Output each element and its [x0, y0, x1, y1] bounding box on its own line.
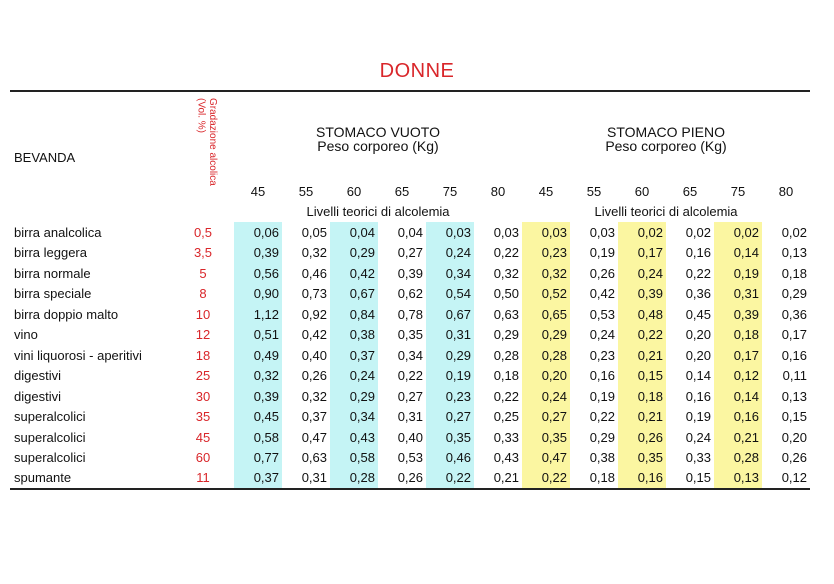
vuoto-value-cell: 0,51 — [234, 325, 282, 346]
pieno-value-cell: 0,38 — [589, 450, 616, 466]
vuoto-value-cell: 0,37 — [301, 409, 327, 425]
pieno-value-cell: 0,20 — [781, 429, 808, 445]
pieno-value-cell: 0,22 — [522, 468, 570, 489]
vuoto-value-cell: 0,22 — [493, 245, 520, 261]
vuoto-value-cell: 0,34 — [330, 407, 378, 428]
pieno-value-cell: 0,20 — [685, 347, 712, 363]
vuoto-value-cell: 0,24 — [330, 366, 378, 387]
pieno-value-cell: 0,19 — [589, 388, 616, 404]
vuoto-value-cell: 0,29 — [330, 386, 378, 407]
pieno-value-cell: 0,12 — [762, 468, 810, 489]
pieno-value-cell: 0,20 — [522, 366, 570, 387]
gradazione-cell: 45 — [195, 429, 211, 445]
gradazione-cell: 10 — [195, 306, 211, 322]
weight-header: 65 — [682, 184, 698, 199]
gradazione-cell: 8 — [199, 286, 207, 302]
gradazione-header — [172, 91, 234, 222]
vuoto-value-cell: 0,39 — [234, 243, 282, 264]
pieno-value-cell: 0,65 — [522, 304, 570, 325]
pieno-value-cell: 0,28 — [522, 345, 570, 366]
weight-header: 60 — [634, 184, 650, 199]
weight-header: 45 — [250, 184, 266, 199]
stomaco-vuoto-subtitle: Peso corporeo (Kg) — [317, 137, 439, 154]
vuoto-value-cell: 0,92 — [301, 306, 327, 322]
vuoto-value-cell: 0,33 — [493, 429, 520, 445]
vuoto-value-cell: 0,42 — [330, 263, 378, 284]
weight-header: 45 — [538, 184, 554, 199]
vuoto-value-cell: 0,40 — [397, 429, 423, 445]
pieno-value-cell: 0,48 — [618, 304, 666, 325]
bevanda-cell: superalcolici — [14, 429, 86, 445]
pieno-value-cell: 0,22 — [589, 409, 616, 425]
bevanda-cell: vini liquorosi - aperitivi — [14, 347, 142, 363]
vuoto-value-cell: 0,50 — [493, 286, 520, 302]
pieno-value-cell: 0,29 — [522, 325, 570, 346]
pieno-value-cell: 0,14 — [685, 368, 712, 384]
pieno-value-cell: 0,42 — [589, 286, 616, 302]
vuoto-value-cell: 0,43 — [330, 427, 378, 448]
table-row — [10, 263, 810, 284]
vuoto-value-cell: 0,32 — [234, 366, 282, 387]
pieno-value-cell: 0,15 — [781, 409, 808, 425]
pieno-value-cell: 0,02 — [685, 224, 712, 240]
pieno-value-cell: 0,39 — [618, 284, 666, 305]
vuoto-value-cell: 0,21 — [474, 468, 522, 489]
vuoto-value-cell: 0,04 — [330, 222, 378, 243]
vuoto-value-cell: 0,63 — [301, 450, 327, 466]
pieno-value-cell: 0,39 — [714, 304, 762, 325]
pieno-value-cell: 0,14 — [714, 386, 762, 407]
pieno-value-cell: 0,47 — [522, 448, 570, 469]
table-row — [10, 448, 810, 469]
weight-header: 75 — [442, 184, 458, 199]
pieno-value-cell: 0,24 — [685, 429, 712, 445]
pieno-value-cell: 0,28 — [714, 448, 762, 469]
livelli-header-vuoto: Livelli teorici di alcolemia — [306, 204, 450, 219]
gradazione-cell: 12 — [195, 327, 211, 343]
vuoto-value-cell: 0,62 — [397, 286, 423, 302]
pieno-value-cell: 0,13 — [714, 468, 762, 489]
vuoto-value-cell: 0,23 — [426, 386, 474, 407]
vuoto-value-cell: 0,58 — [330, 448, 378, 469]
pieno-value-cell: 0,27 — [522, 407, 570, 428]
pieno-value-cell: 0,20 — [685, 327, 712, 343]
stomaco-pieno-title: STOMACO PIENO — [607, 123, 725, 140]
vuoto-value-cell: 0,27 — [397, 245, 423, 261]
vuoto-value-cell: 0,27 — [426, 407, 474, 428]
vuoto-value-cell: 0,29 — [330, 243, 378, 264]
vuoto-value-cell: 0,28 — [493, 347, 520, 363]
vuoto-value-cell: 0,03 — [493, 224, 520, 240]
pieno-value-cell: 0,21 — [618, 345, 666, 366]
pieno-value-cell: 0,24 — [618, 263, 666, 284]
vuoto-value-cell: 0,67 — [426, 304, 474, 325]
vuoto-value-cell: 0,29 — [426, 345, 474, 366]
pieno-value-cell: 0,45 — [685, 306, 712, 322]
vuoto-value-cell: 0,45 — [234, 407, 282, 428]
pieno-value-cell: 0,52 — [522, 284, 570, 305]
vuoto-value-cell: 0,54 — [426, 284, 474, 305]
bevanda-cell: superalcolici — [14, 450, 86, 466]
pieno-value-cell: 0,12 — [714, 366, 762, 387]
vuoto-value-cell: 0,32 — [301, 245, 327, 261]
vuoto-value-cell: 0,24 — [426, 243, 474, 264]
pieno-value-cell: 0,23 — [522, 243, 570, 264]
bevanda-cell: birra leggera — [14, 245, 87, 261]
pieno-value-cell: 0,13 — [781, 388, 808, 404]
pieno-value-cell: 0,53 — [589, 306, 616, 322]
vuoto-value-cell: 0,32 — [301, 388, 327, 404]
vuoto-value-cell: 0,42 — [301, 327, 327, 343]
table-row — [10, 222, 810, 243]
vuoto-value-cell: 0,43 — [493, 450, 520, 466]
livelli-header-pieno: Livelli teorici di alcolemia — [594, 204, 738, 219]
pieno-value-cell: 0,16 — [685, 245, 712, 261]
pieno-value-cell: 0,16 — [618, 468, 666, 489]
vuoto-value-cell: 0,31 — [397, 409, 423, 425]
table-row — [10, 325, 810, 346]
pieno-value-cell: 0,19 — [685, 409, 712, 425]
vuoto-value-cell: 0,04 — [397, 224, 423, 240]
table-row — [10, 304, 810, 325]
vuoto-value-cell: 0,73 — [301, 286, 327, 302]
vuoto-value-cell: 0,22 — [493, 388, 520, 404]
weight-header: 55 — [586, 184, 602, 199]
vuoto-value-cell: 0,39 — [397, 265, 423, 281]
vuoto-value-cell: 0,37 — [234, 468, 282, 489]
table-row — [10, 366, 810, 387]
pieno-value-cell: 0,22 — [618, 325, 666, 346]
gradazione-cell: 30 — [195, 388, 211, 404]
gradazione-cell: 18 — [195, 347, 211, 363]
page-title: DONNE — [379, 60, 455, 82]
weight-header: 60 — [346, 184, 362, 199]
vuoto-value-cell: 0,84 — [330, 304, 378, 325]
vuoto-value-cell: 0,31 — [426, 325, 474, 346]
pieno-value-cell: 0,26 — [781, 450, 808, 466]
pieno-value-cell: 0,21 — [714, 427, 762, 448]
pieno-value-cell: 0,24 — [589, 327, 616, 343]
pieno-value-cell: 0,02 — [618, 222, 666, 243]
pieno-value-cell: 0,19 — [714, 263, 762, 284]
pieno-value-cell: 0,18 — [781, 265, 808, 281]
pieno-value-cell: 0,16 — [714, 407, 762, 428]
vuoto-value-cell: 0,90 — [234, 284, 282, 305]
stomaco-vuoto-header — [234, 91, 522, 179]
vuoto-value-cell: 0,22 — [426, 468, 474, 489]
bevanda-cell: digestivi — [14, 388, 61, 404]
vuoto-value-cell: 0,38 — [330, 325, 378, 346]
vuoto-value-cell: 0,53 — [397, 450, 423, 466]
pieno-value-cell: 0,18 — [714, 325, 762, 346]
gradazione-cell: 25 — [195, 368, 211, 384]
table-row — [10, 386, 810, 407]
vuoto-value-cell: 0,26 — [378, 468, 426, 489]
vuoto-value-cell: 1,12 — [234, 304, 282, 325]
stomaco-pieno-header — [522, 91, 810, 179]
gradazione-header-line2: (Vol. %) — [195, 98, 207, 134]
bevanda-cell: birra normale — [14, 265, 91, 281]
bevanda-cell: vino — [14, 327, 38, 343]
vuoto-value-cell: 0,67 — [330, 284, 378, 305]
vuoto-value-cell: 0,26 — [301, 368, 327, 384]
vuoto-value-cell: 0,06 — [234, 222, 282, 243]
vuoto-value-cell: 0,28 — [330, 468, 378, 489]
weight-header: 55 — [298, 184, 314, 199]
pieno-value-cell: 0,23 — [589, 347, 616, 363]
alcohol-table — [10, 90, 810, 490]
pieno-value-cell: 0,29 — [589, 429, 616, 445]
pieno-value-cell: 0,22 — [685, 265, 712, 281]
vuoto-value-cell: 0,35 — [426, 427, 474, 448]
pieno-value-cell: 0,18 — [570, 468, 618, 489]
table-row — [10, 468, 810, 489]
pieno-value-cell: 0,15 — [618, 366, 666, 387]
gradazione-cell: 60 — [195, 450, 211, 466]
pieno-value-cell: 0,35 — [618, 448, 666, 469]
vuoto-value-cell: 0,78 — [397, 306, 423, 322]
vuoto-value-cell: 0,27 — [397, 388, 423, 404]
pieno-value-cell: 0,02 — [781, 224, 808, 240]
gradazione-cell: 5 — [199, 265, 207, 281]
gradazione-cell: 3,5 — [193, 245, 213, 261]
table-header — [10, 91, 810, 222]
vuoto-value-cell: 0,40 — [301, 347, 327, 363]
pieno-value-cell: 0,26 — [589, 265, 616, 281]
pieno-value-cell: 0,31 — [714, 284, 762, 305]
vuoto-value-cell: 0,05 — [301, 224, 327, 240]
pieno-value-cell: 0,17 — [618, 243, 666, 264]
vuoto-value-cell: 0,29 — [493, 327, 520, 343]
pieno-value-cell: 0,21 — [618, 407, 666, 428]
bevanda-header: BEVANDA — [10, 91, 172, 222]
vuoto-value-cell: 0,32 — [493, 265, 520, 281]
vuoto-value-cell: 0,56 — [234, 263, 282, 284]
table-row — [10, 345, 810, 366]
vuoto-value-cell: 0,39 — [234, 386, 282, 407]
pieno-value-cell: 0,16 — [589, 368, 616, 384]
pieno-value-cell: 0,33 — [685, 450, 712, 466]
weight-header: 75 — [730, 184, 746, 199]
vuoto-value-cell: 0,46 — [301, 265, 327, 281]
vuoto-value-cell: 0,34 — [397, 347, 423, 363]
bevanda-cell: digestivi — [14, 368, 61, 384]
bevanda-cell: birra doppio malto — [14, 306, 119, 322]
weight-header: 65 — [394, 184, 410, 199]
pieno-value-cell: 0,29 — [781, 286, 808, 302]
vuoto-value-cell: 0,18 — [493, 368, 520, 384]
table-row — [10, 407, 810, 428]
vuoto-value-cell: 0,63 — [493, 306, 520, 322]
vuoto-value-cell: 0,22 — [397, 368, 423, 384]
table-row — [10, 427, 810, 448]
vuoto-value-cell: 0,34 — [426, 263, 474, 284]
pieno-value-cell: 0,36 — [685, 286, 712, 302]
vuoto-value-cell: 0,31 — [282, 468, 330, 489]
table-row — [10, 243, 810, 264]
vuoto-value-cell: 0,19 — [426, 366, 474, 387]
pieno-value-cell: 0,15 — [666, 468, 714, 489]
weight-header: 80 — [778, 184, 794, 199]
pieno-value-cell: 0,13 — [781, 245, 808, 261]
pieno-value-cell: 0,02 — [714, 222, 762, 243]
pieno-value-cell: 0,36 — [781, 306, 808, 322]
pieno-value-cell: 0,03 — [522, 222, 570, 243]
pieno-value-cell: 0,16 — [685, 388, 712, 404]
vuoto-value-cell: 0,49 — [234, 345, 282, 366]
vuoto-value-cell: 0,35 — [397, 327, 423, 343]
vuoto-value-cell: 0,46 — [426, 448, 474, 469]
table-body — [10, 222, 810, 489]
vuoto-value-cell: 0,25 — [493, 409, 520, 425]
pieno-value-cell: 0,03 — [589, 224, 616, 240]
gradazione-cell: 35 — [195, 409, 211, 425]
table-row — [10, 284, 810, 305]
pieno-value-cell: 0,17 — [714, 345, 762, 366]
bevanda-cell: superalcolici — [14, 409, 86, 425]
bevanda-cell: spumante — [10, 468, 172, 489]
vuoto-value-cell: 0,77 — [234, 448, 282, 469]
pieno-value-cell: 0,11 — [782, 368, 808, 384]
pieno-value-cell: 0,16 — [781, 347, 808, 363]
gradazione-header-line1: Gradazione alcolica — [207, 98, 218, 186]
vuoto-value-cell: 0,47 — [301, 429, 327, 445]
gradazione-cell: 0,5 — [193, 224, 213, 240]
pieno-value-cell: 0,26 — [618, 427, 666, 448]
gradazione-cell: 11 — [172, 468, 234, 489]
vuoto-value-cell: 0,37 — [330, 345, 378, 366]
pieno-value-cell: 0,19 — [589, 245, 616, 261]
bevanda-cell: birra speciale — [14, 286, 92, 302]
stomaco-vuoto-title: STOMACO VUOTO — [316, 123, 440, 140]
stomaco-pieno-subtitle: Peso corporeo (Kg) — [605, 137, 727, 154]
bevanda-cell: birra analcolica — [14, 224, 102, 240]
pieno-value-cell: 0,18 — [618, 386, 666, 407]
pieno-value-cell: 0,17 — [781, 327, 808, 343]
pieno-value-cell: 0,24 — [522, 386, 570, 407]
vuoto-value-cell: 0,58 — [234, 427, 282, 448]
pieno-value-cell: 0,35 — [522, 427, 570, 448]
pieno-value-cell: 0,32 — [522, 263, 570, 284]
pieno-value-cell: 0,14 — [714, 243, 762, 264]
weight-header: 80 — [490, 184, 506, 199]
vuoto-value-cell: 0,03 — [426, 222, 474, 243]
